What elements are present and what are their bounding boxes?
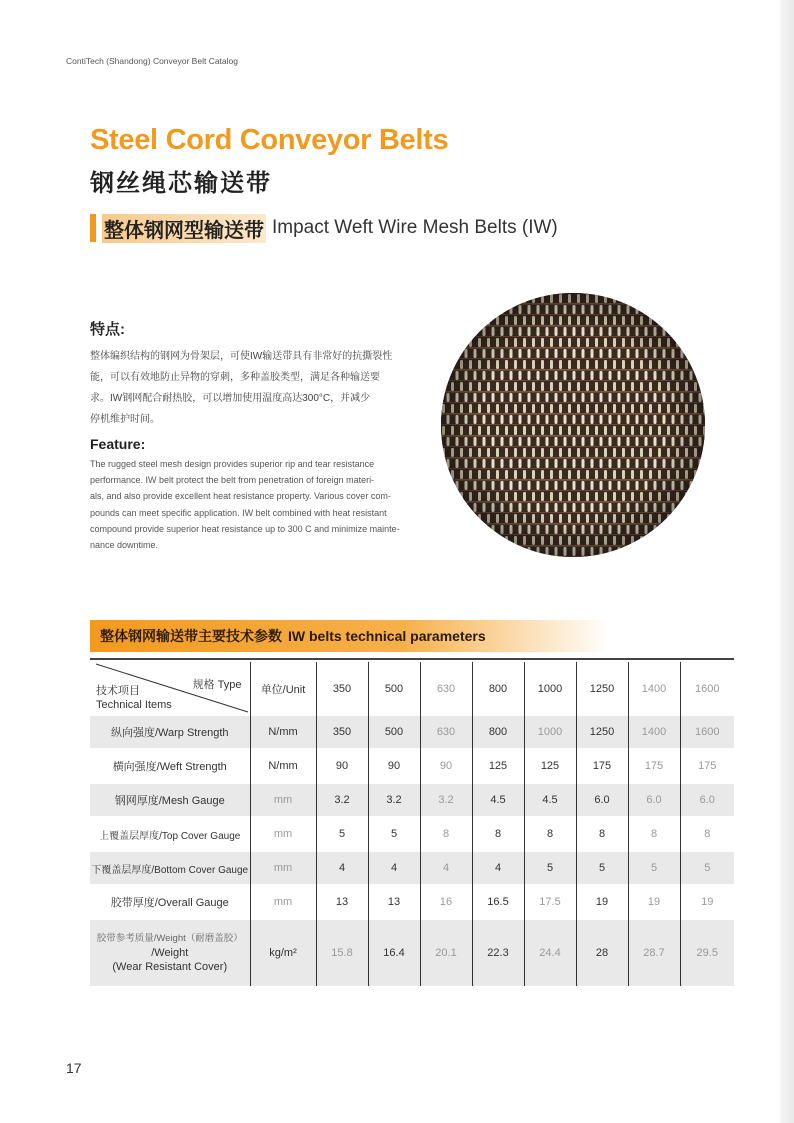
table-cell: 6.0 xyxy=(628,784,680,816)
table-cell: 28.7 xyxy=(628,920,680,986)
row-unit: N/mm xyxy=(250,716,316,748)
table-cell: 5 xyxy=(368,816,420,852)
header-type: 1400 xyxy=(628,662,680,716)
steel-mesh-pattern xyxy=(441,293,705,557)
row-unit: kg/m² xyxy=(250,920,316,986)
features-en-line: The rugged steel mesh design provides superior rip and tear resistance xyxy=(90,459,375,469)
table-cell: 19 xyxy=(576,884,628,920)
header-items-label xyxy=(96,684,172,712)
table-row-weight xyxy=(90,920,734,986)
table-title-bar xyxy=(90,620,610,652)
table-cell: 8 xyxy=(576,816,628,852)
parameters-table xyxy=(90,662,734,986)
row-unit: mm xyxy=(250,816,316,852)
table-title-en: IW belts technical parameters xyxy=(288,628,486,644)
features-text-en xyxy=(90,456,450,553)
page-number: 17 xyxy=(66,1060,82,1076)
table-cell: 5 xyxy=(628,852,680,884)
page-title-en: Steel Cord Conveyor Belts xyxy=(90,124,449,156)
table-row xyxy=(90,884,734,920)
features-cn-line: 求。IW钢网配合耐热胶，可以增加使用温度高达300°C，并减少 xyxy=(90,393,371,404)
header-items-cn: 技术项目 xyxy=(96,685,140,697)
weight-label-line: /Weight xyxy=(151,947,189,959)
row-label: 下覆盖层厚度/Bottom Cover Gauge xyxy=(90,852,250,884)
table-cell: 16 xyxy=(420,884,472,920)
header-type: 1000 xyxy=(524,662,576,716)
features-cn-line: 能，可以有效地防止异物的穿刺，多种盖胶类型，满足各种输送要 xyxy=(90,372,380,383)
header-unit: 单位/Unit xyxy=(250,662,316,716)
row-unit: N/mm xyxy=(250,748,316,784)
weight-label-line: 胶带参考质量/Weight（耐磨盖胶） xyxy=(96,933,243,944)
table-cell: 8 xyxy=(628,816,680,852)
header-diagonal-cell xyxy=(90,662,250,716)
table-cell: 500 xyxy=(368,716,420,748)
table-cell: 19 xyxy=(628,884,680,920)
table-cell: 3.2 xyxy=(420,784,472,816)
row-unit: mm xyxy=(250,884,316,920)
table-cell: 175 xyxy=(628,748,680,784)
page-edge xyxy=(780,0,794,1123)
table-cell: 28 xyxy=(576,920,628,986)
table-row xyxy=(90,716,734,748)
header-items-en: Technical Items xyxy=(96,699,172,711)
table-cell: 4 xyxy=(368,852,420,884)
table-cell: 5 xyxy=(576,852,628,884)
table-cell: 5 xyxy=(680,852,734,884)
table-cell: 175 xyxy=(576,748,628,784)
table-cell: 125 xyxy=(472,748,524,784)
table-cell: 1600 xyxy=(680,716,734,748)
features-en-line: compound provide superior heat resistance up to 300 C and minimize mainte- xyxy=(90,523,400,534)
header-type: 1600 xyxy=(680,662,734,716)
features-cn-line: 停机维护时间。 xyxy=(90,414,160,425)
row-unit: mm xyxy=(250,784,316,816)
table-cell: 5 xyxy=(524,852,576,884)
table-header-row xyxy=(90,662,734,716)
features-heading-cn: 特点: xyxy=(90,321,125,338)
header-type-label: 规格 Type xyxy=(192,679,242,691)
row-label: 纵向强度/Warp Strength xyxy=(90,716,250,748)
features-en-line: nance downtime. xyxy=(90,540,159,551)
steel-mesh-photo xyxy=(441,293,705,557)
header-type: 1250 xyxy=(576,662,628,716)
table-cell: 6.0 xyxy=(680,784,734,816)
table-row xyxy=(90,816,734,852)
table-cell: 800 xyxy=(472,716,524,748)
row-label-weight xyxy=(90,920,250,986)
table-cell: 4 xyxy=(420,852,472,884)
table-cell: 175 xyxy=(680,748,734,784)
table-cell: 90 xyxy=(368,748,420,784)
header-type: 350 xyxy=(316,662,368,716)
table-title-cn: 整体钢网输送带主要技术参数 xyxy=(100,628,282,644)
table-cell: 350 xyxy=(316,716,368,748)
table-cell: 20.1 xyxy=(420,920,472,986)
table-cell: 8 xyxy=(680,816,734,852)
features-text-cn xyxy=(90,346,435,430)
row-label: 胶带厚度/Overall Gauge xyxy=(110,897,229,909)
table-cell: 4.5 xyxy=(472,784,524,816)
table-cell: 8 xyxy=(420,816,472,852)
table-cell: 24.4 xyxy=(524,920,576,986)
section-marker xyxy=(90,214,96,242)
section-title-cn: 整体钢网型输送带 xyxy=(102,214,266,243)
features-en-line: als, and also provide excellent heat resistance property. Various cover com- xyxy=(90,491,391,502)
table-cell: 1250 xyxy=(576,716,628,748)
table-cell: 4.5 xyxy=(524,784,576,816)
table-row xyxy=(90,748,734,784)
table-cell: 13 xyxy=(316,884,368,920)
features-cn-line: 整体编织结构的钢网为骨架层，可使IW输送带具有非常好的抗撕裂性 xyxy=(90,351,393,362)
features-en-line: pounds can meet specific application. IW belt combined with heat resistant xyxy=(90,507,387,518)
table-cell: 1000 xyxy=(524,716,576,748)
table-cell: 4 xyxy=(472,852,524,884)
features-heading-en: Feature: xyxy=(90,436,146,452)
table-cell: 4 xyxy=(316,852,368,884)
weight-label-line: (Wear Resistant Cover) xyxy=(112,961,228,973)
header-type: 500 xyxy=(368,662,420,716)
row-label: 上覆盖层厚度/Top Cover Gauge xyxy=(99,830,241,842)
table-top-rule xyxy=(90,658,734,660)
catalog-header: ContiTech (Shandong) Conveyor Belt Catalog xyxy=(66,56,238,66)
table-cell: 3.2 xyxy=(368,784,420,816)
row-unit: mm xyxy=(250,852,316,884)
section-heading xyxy=(90,214,558,242)
table-cell: 8 xyxy=(524,816,576,852)
table-cell: 13 xyxy=(368,884,420,920)
section-title-en: Impact Weft Wire Mesh Belts (IW) xyxy=(272,217,558,238)
row-label: 横向强度/Weft Strength xyxy=(112,761,227,773)
table-cell: 8 xyxy=(472,816,524,852)
table-cell: 5 xyxy=(316,816,368,852)
table-cell: 630 xyxy=(420,716,472,748)
table-cell: 125 xyxy=(524,748,576,784)
features-en-line: performance. IW belt protect the belt from penetration of foreign materi- xyxy=(90,475,375,486)
table-cell: 16.4 xyxy=(368,920,420,986)
table-cell: 3.2 xyxy=(316,784,368,816)
page-title-cn: 钢丝绳芯输送带 xyxy=(90,170,272,197)
table-cell: 17.5 xyxy=(524,884,576,920)
table-row xyxy=(90,784,734,816)
table-cell: 1400 xyxy=(628,716,680,748)
table-cell: 29.5 xyxy=(680,920,734,986)
table-row xyxy=(90,852,734,884)
header-type: 800 xyxy=(472,662,524,716)
table-cell: 19 xyxy=(680,884,734,920)
table-cell: 90 xyxy=(316,748,368,784)
header-type: 630 xyxy=(420,662,472,716)
table-cell: 16.5 xyxy=(472,884,524,920)
table-cell: 22.3 xyxy=(472,920,524,986)
table-cell: 15.8 xyxy=(316,920,368,986)
row-label: 钢网厚度/Mesh Gauge xyxy=(90,784,250,816)
table-cell: 6.0 xyxy=(576,784,628,816)
table-cell: 90 xyxy=(420,748,472,784)
